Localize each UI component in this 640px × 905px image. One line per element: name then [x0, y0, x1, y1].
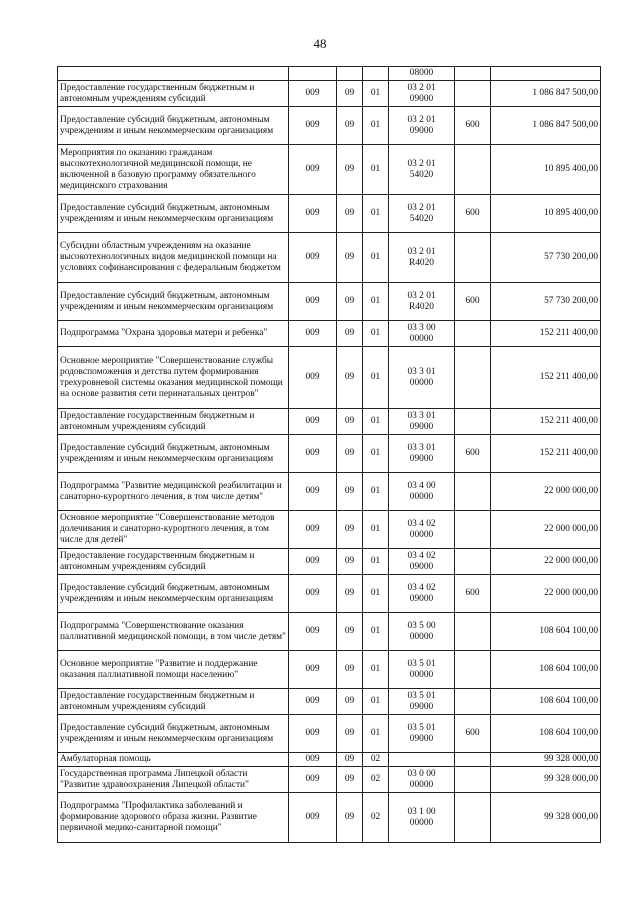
row-name: Государственная программа Липецкой области "Развитие здравоохранения Липецкой области": [58, 767, 289, 793]
row-name: Основное мероприятие "Совершенствование методов долечивания и санаторно-курортного лечения, в том числе для детей": [58, 511, 289, 549]
target-article-code: 03 2 01 54020: [389, 145, 455, 195]
subsection-code: 01: [363, 145, 389, 195]
table-row: [58, 793, 601, 843]
expense-type-code: 600: [455, 195, 491, 233]
section-code: 09: [337, 575, 363, 613]
target-article-code: 03 2 01 09000: [389, 107, 455, 145]
subsection-code: 01: [363, 347, 389, 409]
target-article-code: 03 2 01 R4020: [389, 233, 455, 283]
section-code: 09: [337, 347, 363, 409]
admin-code: 009: [289, 715, 337, 753]
expense-type-code: 600: [455, 435, 491, 473]
admin-code: 009: [289, 549, 337, 575]
section-code: 09: [337, 689, 363, 715]
amount: 152 211 400,00: [491, 409, 601, 435]
admin-code: 009: [289, 613, 337, 651]
admin-code: 009: [289, 651, 337, 689]
subsection-code: 01: [363, 233, 389, 283]
amount: 108 604 100,00: [491, 689, 601, 715]
table-row: [58, 233, 601, 283]
subsection-code: 01: [363, 81, 389, 107]
admin-code: 009: [289, 689, 337, 715]
row-name: Основное мероприятие "Развитие и поддержание оказания паллиативной помощи населению": [58, 651, 289, 689]
amount: 108 604 100,00: [491, 651, 601, 689]
section-code: [337, 67, 363, 81]
row-name: Подпрограмма "Профилактика заболеваний и формирование здорового образа жизни. Развитие первичной медико-санитарной помощи": [58, 793, 289, 843]
section-code: 09: [337, 715, 363, 753]
expense-type-code: [455, 511, 491, 549]
table-row: [58, 321, 601, 347]
subsection-code: 01: [363, 689, 389, 715]
row-name: Предоставление субсидий бюджетным, автономным учреждениям и иным некоммерческим организациям: [58, 435, 289, 473]
row-name: Предоставление государственным бюджетным и автономным учреждениям субсидий: [58, 81, 289, 107]
table-row: [58, 145, 601, 195]
subsection-code: 02: [363, 793, 389, 843]
table-row: [58, 651, 601, 689]
section-code: 09: [337, 107, 363, 145]
table-row: [58, 549, 601, 575]
target-article-code: 03 3 00 00000: [389, 321, 455, 347]
amount: 99 328 000,00: [491, 793, 601, 843]
admin-code: 009: [289, 435, 337, 473]
subsection-code: 02: [363, 767, 389, 793]
section-code: 09: [337, 613, 363, 651]
subsection-code: 01: [363, 575, 389, 613]
table-row: [58, 67, 601, 81]
section-code: 09: [337, 793, 363, 843]
target-article-code: 03 5 01 09000: [389, 715, 455, 753]
target-article-code: 03 2 01 09000: [389, 81, 455, 107]
admin-code: 009: [289, 409, 337, 435]
section-code: 09: [337, 195, 363, 233]
admin-code: 009: [289, 473, 337, 511]
section-code: 09: [337, 321, 363, 347]
expense-type-code: 600: [455, 715, 491, 753]
table-row: [58, 473, 601, 511]
expense-type-code: [455, 473, 491, 511]
row-name: Подпрограмма "Охрана здоровья матери и ребенка": [58, 321, 289, 347]
amount: 22 000 000,00: [491, 511, 601, 549]
admin-code: 009: [289, 767, 337, 793]
subsection-code: 01: [363, 409, 389, 435]
target-article-code: 08000: [389, 67, 455, 81]
target-article-code: 03 3 01 00000: [389, 347, 455, 409]
row-name: Предоставление государственным бюджетным и автономным учреждениям субсидий: [58, 689, 289, 715]
table-row: [58, 107, 601, 145]
expense-type-code: [455, 753, 491, 767]
section-code: 09: [337, 549, 363, 575]
section-code: 09: [337, 511, 363, 549]
row-name: Предоставление субсидий бюджетным, автономным учреждениям и иным некоммерческим организациям: [58, 715, 289, 753]
amount: 57 730 200,00: [491, 283, 601, 321]
table-row: [58, 195, 601, 233]
target-article-code: 03 4 02 09000: [389, 575, 455, 613]
table-row: [58, 767, 601, 793]
target-article-code: 03 5 01 00000: [389, 651, 455, 689]
row-name: Подпрограмма "Развитие медицинской реабилитации и санаторно-курортного лечения, в том числе детям": [58, 473, 289, 511]
table-row: [58, 613, 601, 651]
section-code: 09: [337, 651, 363, 689]
expense-type-code: [455, 347, 491, 409]
row-name: Предоставление субсидий бюджетным, автономным учреждениям и иным некоммерческим организациям: [58, 575, 289, 613]
expense-type-code: [455, 613, 491, 651]
amount: 152 211 400,00: [491, 321, 601, 347]
admin-code: 009: [289, 283, 337, 321]
page-number: 48: [313, 36, 327, 51]
admin-code: 009: [289, 511, 337, 549]
row-name: Предоставление субсидий бюджетным, автономным учреждениям и иным некоммерческим организациям: [58, 195, 289, 233]
target-article-code: 03 3 01 09000: [389, 409, 455, 435]
admin-code: 009: [289, 321, 337, 347]
target-article-code: 03 0 00 00000: [389, 767, 455, 793]
expense-type-code: 600: [455, 283, 491, 321]
amount: 152 211 400,00: [491, 347, 601, 409]
table-row: [58, 753, 601, 767]
admin-code: 009: [289, 145, 337, 195]
row-name: Мероприятия по оказанию гражданам высокотехнологичной медицинской помощи, не включенной в базовую программу обязательного медицинского страхования: [58, 145, 289, 195]
amount: 99 328 000,00: [491, 767, 601, 793]
table-row: [58, 575, 601, 613]
target-article-code: 03 4 02 00000: [389, 511, 455, 549]
budget-table: [57, 66, 601, 843]
admin-code: 009: [289, 575, 337, 613]
row-name: Субсидии областным учреждениям на оказание высокотехнологичных видов медицинской помощи на условиях софинансирования с федеральным бюджетом: [58, 233, 289, 283]
row-name: Предоставление государственным бюджетным и автономным учреждениям субсидий: [58, 409, 289, 435]
subsection-code: 01: [363, 321, 389, 347]
admin-code: [289, 67, 337, 81]
table-row: [58, 347, 601, 409]
table-row: [58, 283, 601, 321]
admin-code: 009: [289, 81, 337, 107]
target-article-code: 03 5 01 09000: [389, 689, 455, 715]
expense-type-code: [455, 67, 491, 81]
amount: 22 000 000,00: [491, 549, 601, 575]
target-article-code: 03 3 01 09000: [389, 435, 455, 473]
expense-type-code: [455, 793, 491, 843]
admin-code: 009: [289, 233, 337, 283]
section-code: 09: [337, 767, 363, 793]
subsection-code: 01: [363, 473, 389, 511]
amount: 1 086 847 500,00: [491, 81, 601, 107]
expense-type-code: [455, 689, 491, 715]
section-code: 09: [337, 233, 363, 283]
target-article-code: 03 4 02 09000: [389, 549, 455, 575]
expense-type-code: [455, 145, 491, 195]
row-name: Предоставление субсидий бюджетным, автономным учреждениям и иным некоммерческим организациям: [58, 283, 289, 321]
expense-type-code: 600: [455, 107, 491, 145]
section-code: 09: [337, 145, 363, 195]
subsection-code: [363, 67, 389, 81]
row-name: Основное мероприятие "Совершенствование службы родовспоможения и детства путем формирования трехуровневой системы оказания медицинской помощи на основе развития сети перинатальных центров": [58, 347, 289, 409]
row-name: Предоставление государственным бюджетным и автономным учреждениям субсидий: [58, 549, 289, 575]
table-row: [58, 689, 601, 715]
subsection-code: 01: [363, 195, 389, 233]
subsection-code: 01: [363, 283, 389, 321]
amount: 22 000 000,00: [491, 473, 601, 511]
amount: 10 895 400,00: [491, 145, 601, 195]
expense-type-code: [455, 651, 491, 689]
amount: 10 895 400,00: [491, 195, 601, 233]
amount: 1 086 847 500,00: [491, 107, 601, 145]
table-row: [58, 511, 601, 549]
subsection-code: 01: [363, 511, 389, 549]
section-code: 09: [337, 753, 363, 767]
subsection-code: 01: [363, 435, 389, 473]
section-code: 09: [337, 473, 363, 511]
expense-type-code: [455, 409, 491, 435]
table-row: [58, 715, 601, 753]
target-article-code: 03 5 00 00000: [389, 613, 455, 651]
row-name: Подпрограмма "Совершенствование оказания паллиативной медицинской помощи, в том числе детям": [58, 613, 289, 651]
row-name: Амбулаторная помощь: [58, 753, 289, 767]
admin-code: 009: [289, 347, 337, 409]
section-code: 09: [337, 81, 363, 107]
amount: 152 211 400,00: [491, 435, 601, 473]
expense-type-code: [455, 321, 491, 347]
row-name: [58, 67, 289, 81]
subsection-code: 02: [363, 753, 389, 767]
expense-type-code: [455, 767, 491, 793]
admin-code: 009: [289, 107, 337, 145]
expense-type-code: [455, 81, 491, 107]
subsection-code: 01: [363, 549, 389, 575]
amount: 22 000 000,00: [491, 575, 601, 613]
target-article-code: 03 2 01 54020: [389, 195, 455, 233]
expense-type-code: [455, 233, 491, 283]
target-article-code: 03 4 00 00000: [389, 473, 455, 511]
admin-code: 009: [289, 793, 337, 843]
section-code: 09: [337, 435, 363, 473]
amount: 99 328 000,00: [491, 753, 601, 767]
subsection-code: 01: [363, 651, 389, 689]
target-article-code: 03 2 01 R4020: [389, 283, 455, 321]
target-article-code: 03 1 00 00000: [389, 793, 455, 843]
admin-code: 009: [289, 753, 337, 767]
expense-type-code: [455, 549, 491, 575]
subsection-code: 01: [363, 715, 389, 753]
target-article-code: [389, 753, 455, 767]
section-code: 09: [337, 409, 363, 435]
expense-type-code: 600: [455, 575, 491, 613]
row-name: Предоставление субсидий бюджетным, автономным учреждениям и иным некоммерческим организациям: [58, 107, 289, 145]
table-row: [58, 435, 601, 473]
amount: 108 604 100,00: [491, 715, 601, 753]
table-row: [58, 81, 601, 107]
subsection-code: 01: [363, 613, 389, 651]
amount: [491, 67, 601, 81]
section-code: 09: [337, 283, 363, 321]
table-row: [58, 409, 601, 435]
subsection-code: 01: [363, 107, 389, 145]
amount: 108 604 100,00: [491, 613, 601, 651]
admin-code: 009: [289, 195, 337, 233]
amount: 57 730 200,00: [491, 233, 601, 283]
